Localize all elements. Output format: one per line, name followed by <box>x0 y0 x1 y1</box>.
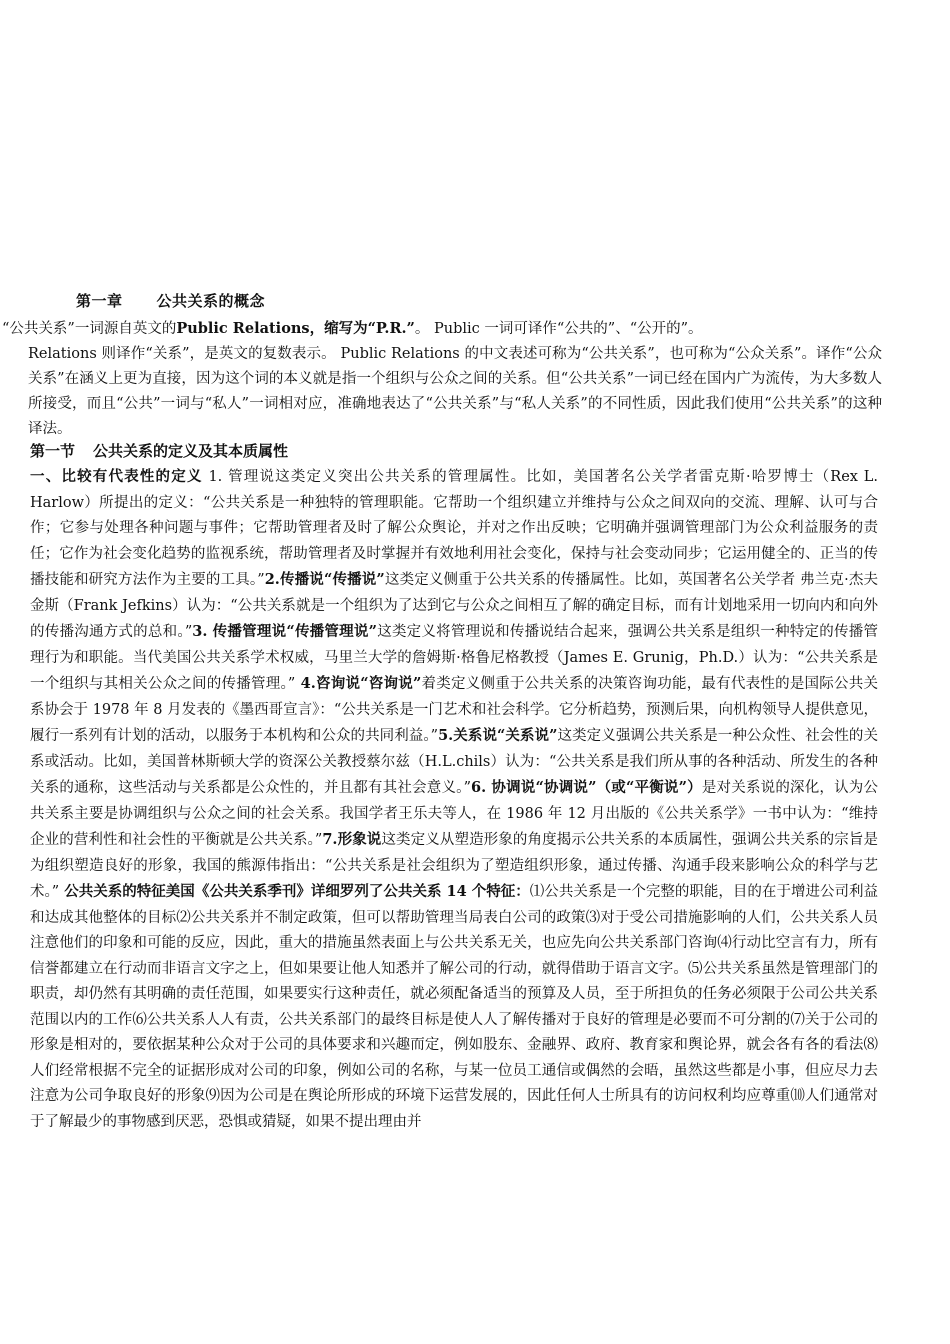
definition-2: 这类定义侧重于公共关系的传播属性。比如，英国著名公关学者 弗兰克·杰夫金斯（Frank Jefkins）认为：“公共关系就是一个组织为了达到它与公众之间相互了解的确定目标，而有计划地采用一切向内和向外的传播沟通方式的总和。” <box>30 572 878 640</box>
intro-paragraph <box>2 316 882 442</box>
chapter-number: 第一章 <box>76 292 123 310</box>
definition-4: 着类定义侧重于公共关系的决策咨询功能，最有代表性的是国际公共关系协会于 1978 年 8 月发表的《墨西哥宣言》：“公共关系是一门艺术和社会科学。它分析趋势，预测后果，向机构领导人提供意见，履行一系列有计划的活动，以服务于本机构和公众的共同利益。” <box>30 676 878 744</box>
definition-2-heading: 2.传播说“传播说” <box>264 571 385 588</box>
intro-text-a: “公共关系”一词源自英文的 <box>2 321 177 337</box>
intro-rest: Relations 则译作“关系”，是英文的复数表示。 Public Relations 的中文表述可称为“公共关系”，也可称为“公众关系”。译作“公众关系”在涵义上更为直接，因为这个词的本义就是指一个组织与公众之间的关系。但“公共关系”一词已经在国内广为流传，为大多数人所接受，而且“公共”一词与“私人”一词相对应，准确地表达了“公共关系”与“私人关系”的不同性质，因此我们使用“公共关系”的这种译法。 <box>28 346 882 437</box>
definition-3: 这类定义将管理说和传播说结合起来，强调公共关系是组织一种特定的传播管理行为和职能。当代美国公共关系学术权威，马里兰大学的詹姆斯·格鲁尼格教授（James E. Grunig，Ph.D.）认为：“公共关系是一个组织与其相关公众之间的传播管理。” <box>30 624 878 692</box>
features-list: ⑴公共关系是一个完整的职能，目的在于增进公司利益和达成其他整体的目标⑵公共关系并不制定政策，但可以帮助管理当局表白公司的政策⑶对于受公司措施影响的人们，公共关系人员注意他们的印象和可能的反应，因此，重大的措施虽然表面上与公共关系无关，也应先向公共关系部门咨询⑷行动比空言有力，所有信誉都建立在行动而非语言文字之上，但如果要让他人知悉并了解公司的行动，就得借助于语言文字。⑸公共关系虽然是管理部门的职责，却仍然有其明确的责任范围，如果要实行这种责任，就必须配备适当的预算及人员，至于所担负的任务必须限于公司公共关系范围以内的工作⑹公共关系人人有责，公共关系部门的最终目标是使人人了解传播对于良好的管理是必要而不可分割的⑺关于公司的形象是相对的，要依据某种公众对于公司的具体要求和兴趣而定，例如股东、金融界、政府、教育家和舆论界，就会各有各的看法⑻人们经常根据不完全的证据形成对公司的印象，例如公司的名称，与某一位员工通信或偶然的会晤，虽然这些都是小事，但应尽力去注意为公司争取良好的形象⑼因为公司是在舆论所形成的环境下运营发展的，因此任何人士所具有的访问权利均应尊重⑽人们通常对于了解最少的事物感到厌恶，恐惧或猜疑，如果不提出理由并 <box>30 884 878 1130</box>
intro-text-bold: Public Relations，缩写为“P.R.” <box>176 320 415 337</box>
features-heading: 公共关系的特征美国《公共关系季刊》详细罗列了公共关系 14 个特征： <box>59 883 530 900</box>
definition-7-heading: 7.形象说 <box>322 831 382 848</box>
definition-6: 是对关系说的深化，认为公共关系主要是协调组织与公众之间的社会关系。我国学者王乐夫等人，在 1986 年 12 月出版的《公共关系学》一书中认为：“维持企业的营利性和社会性的平衡就是公共关系。” <box>30 780 878 848</box>
section-heading <box>30 440 288 461</box>
definition-7: 这类定义从塑造形象的角度揭示公共关系的本质属性，强调公共关系的宗旨是为组织塑造良好的形象，我国的熊源伟指出：“公共关系是社会组织为了塑造组织形象，通过传播、沟通手段来影响公众的科学与艺术。” <box>30 832 879 900</box>
section-number: 第一节 <box>30 442 76 460</box>
chapter-heading <box>76 290 265 311</box>
definition-5: 这类定义强调公共关系是一种公众性、社会性的关系或活动。比如，美国普林斯顿大学的资深公关教授蔡尔兹（H.L.chils）认为：“公共关系是我们所从事的各种活动、所发生的各种关系的通称，这些活动与关系都是公众性的，并且都有其社会意义。” <box>30 728 878 796</box>
chapter-title-text: 公共关系的概念 <box>156 292 266 310</box>
definition-3-heading: 3. 传播管理说“传播管理说” <box>192 623 377 640</box>
section-title-text: 公共关系的定义及其本质属性 <box>93 442 289 460</box>
intro-text-c: 。 Public 一词可译作“公共的”、“公开的”。 <box>414 321 703 337</box>
definition-1: 1. 管理说这类定义突出公共关系的管理属性。比如，美国著名公关学者雷克斯·哈罗博士（Rex L. Harlow）所提出的定义：“公共关系是一种独特的管理职能。它帮助一个组织建立并维持与公众之间双向的交流、理解、认可与合作；它参与处理各种问题与事件；它帮助管理者及时了解公众舆论，并对之作出反映；它明确并强调管理部门为公众利益服务的责任；它作为社会变化趋势的监视系统，帮助管理者及时掌握并有效地利用社会变化，保持与社会变动同步；它运用健全的、正当的传播技能和研究方法作为主要的工具。” <box>30 469 878 588</box>
definitions-heading: 一、比较有代表性的定义 <box>30 468 203 485</box>
intro-first-line <box>2 316 882 342</box>
definitions-paragraph <box>30 464 878 1135</box>
definition-6-heading: 6. 协调说“协调说”（或“平衡说”） <box>471 779 702 796</box>
definition-5-heading: 5.关系说“关系说” <box>438 727 558 744</box>
definition-4-heading: 4.咨询说“咨询说” <box>295 675 422 692</box>
